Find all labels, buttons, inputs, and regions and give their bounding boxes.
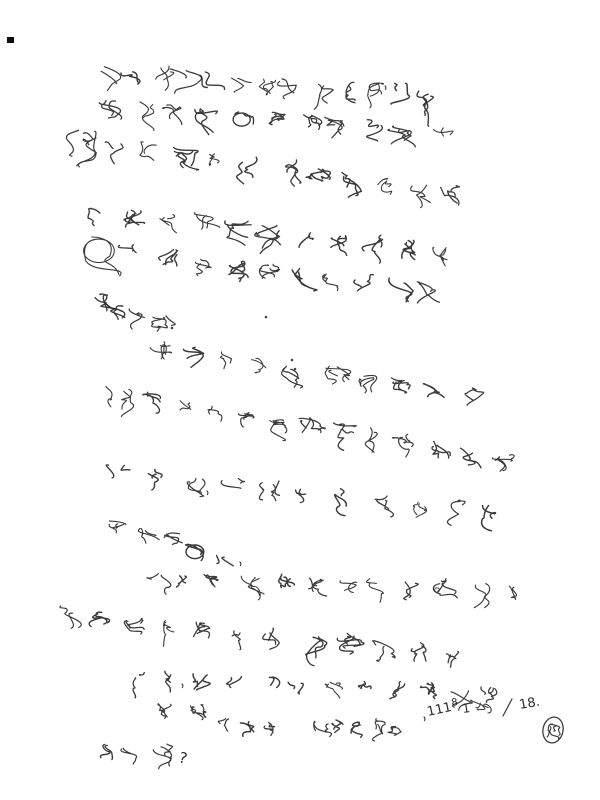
line-09 <box>106 465 495 531</box>
handwriting-cluster <box>147 574 171 594</box>
handwriting-cluster <box>194 213 219 229</box>
seal-circle <box>541 715 566 745</box>
handwriting-cluster <box>241 576 264 600</box>
handwriting-cluster <box>337 633 364 654</box>
handwriting-cluster <box>193 674 210 690</box>
handwriting-cluster <box>417 91 433 126</box>
handwriting-cluster <box>221 352 232 369</box>
date-digit-day: 1 <box>461 701 471 716</box>
handwriting-cluster <box>411 185 431 207</box>
handwriting-cluster <box>269 112 285 124</box>
handwriting-cluster <box>163 105 182 125</box>
handwriting-cluster <box>183 347 203 367</box>
handwriting-cluster <box>165 671 171 692</box>
handwriting-cluster <box>378 178 392 194</box>
handwriting-cluster <box>362 235 382 263</box>
handwriting-cluster <box>89 612 109 626</box>
handwriting-cluster <box>237 157 257 184</box>
handwriting-cluster <box>240 722 253 737</box>
handwriting-cluster <box>259 79 275 95</box>
date-digit-month: 8 <box>450 697 459 709</box>
handwriting-cluster <box>325 117 344 138</box>
handwriting-cluster <box>434 128 454 136</box>
handwriting-cluster <box>121 748 137 764</box>
handwriting-cluster <box>208 406 222 421</box>
handwriting-cluster <box>325 366 350 384</box>
handwriting-cluster <box>60 606 81 628</box>
handwriting-cluster <box>226 677 241 688</box>
handwriting-cluster <box>158 704 171 719</box>
handwriting-cluster <box>233 112 253 126</box>
handwriting-cluster <box>229 261 248 281</box>
handwriting-cluster <box>423 384 444 398</box>
handwriting-cluster <box>160 215 177 233</box>
handwriting-cluster <box>232 78 252 92</box>
comma-mark <box>424 717 425 721</box>
handwriting-cluster <box>277 79 296 99</box>
line-08 <box>106 387 514 472</box>
handwriting-cluster <box>264 722 274 735</box>
handwriting-cluster <box>411 643 426 661</box>
handwriting-cluster <box>388 727 401 736</box>
comma-mark <box>240 562 241 566</box>
handwriting-cluster <box>367 579 384 603</box>
handwriting-cluster <box>133 673 144 698</box>
date-digits-year: 111 <box>425 700 454 720</box>
handwriting-cluster <box>84 237 121 276</box>
handwriting-cluster <box>482 506 496 531</box>
handwriting-cluster <box>390 682 405 699</box>
line-04 <box>88 208 447 265</box>
handwriting-cluster <box>153 744 173 769</box>
handwriting-cluster <box>270 420 287 441</box>
corner-artifact-mark <box>7 37 14 43</box>
handwriting-cluster <box>446 652 458 668</box>
handwriting-cluster <box>259 481 279 501</box>
handwriting-cluster <box>177 576 187 587</box>
comma-mark <box>182 684 183 688</box>
handwriting-cluster <box>391 83 410 104</box>
period-dot <box>291 359 294 362</box>
handwriting-cluster <box>88 208 100 225</box>
handwriting-cluster <box>342 173 361 198</box>
punctuation-marks <box>171 86 440 721</box>
handwriting-cluster <box>299 418 325 433</box>
handwriting-cluster <box>368 83 384 108</box>
handwriting-cluster <box>306 169 330 181</box>
handwriting-cluster <box>263 628 279 649</box>
comma-mark <box>337 287 338 291</box>
handwriting-cluster <box>106 387 134 417</box>
comma-mark <box>385 86 386 90</box>
handwriting-cluster <box>331 236 347 256</box>
handwriting-cluster <box>106 465 130 478</box>
period-dot <box>204 711 207 714</box>
handwriting-cluster <box>365 428 377 452</box>
handwriting-cluster <box>140 102 154 130</box>
handwriting-cluster <box>392 378 411 393</box>
handwriting-cluster <box>118 245 136 253</box>
handwriting-cluster <box>351 722 362 737</box>
handwriting-cluster <box>121 72 140 84</box>
line-10 <box>109 521 233 566</box>
handwriting-cluster <box>481 687 497 703</box>
handwriting-cluster <box>124 210 145 227</box>
circled-seal-mark <box>541 715 566 745</box>
handwriting-cluster <box>239 413 254 427</box>
period-dot <box>171 327 174 330</box>
handwriting-cluster <box>286 160 301 186</box>
handwriting-cluster <box>314 84 333 109</box>
handwriting-cluster <box>340 581 357 593</box>
signature-name <box>314 719 401 741</box>
handwriting-cluster <box>279 574 295 587</box>
handwriting-cluster <box>404 582 418 600</box>
line-01 <box>101 66 433 126</box>
handwriting-cluster <box>170 69 201 93</box>
handwriting-cluster <box>304 115 322 129</box>
date-hao-glyph <box>470 700 491 713</box>
handwriting-cluster <box>232 631 240 650</box>
handwriting-cluster <box>346 82 355 102</box>
handwriting-cluster <box>492 455 514 471</box>
line-06 <box>95 294 175 331</box>
handwriting-cluster <box>252 358 266 372</box>
handwriting-cluster <box>359 376 377 393</box>
handwriting-cluster <box>101 67 121 91</box>
handwriting-cluster <box>421 683 437 699</box>
period-dot <box>294 368 297 371</box>
handwriting-cluster <box>187 478 205 496</box>
handwriting-cluster <box>282 366 303 388</box>
handwriting-cluster <box>417 282 439 303</box>
handwriting-cluster <box>196 259 212 275</box>
handwriting-cluster <box>389 278 413 302</box>
handwriting-cluster <box>375 496 393 517</box>
handwriting-cluster <box>221 479 244 489</box>
handwriting-cluster <box>470 700 491 713</box>
line-03 <box>66 130 459 207</box>
handwriting-cluster <box>255 226 281 254</box>
handwriting-cluster <box>413 502 426 517</box>
date-digits-tail: 18. <box>518 694 542 713</box>
handwriting-cluster <box>461 448 481 468</box>
handwriting-cluster <box>150 342 171 359</box>
handwriting-cluster <box>334 423 357 450</box>
handwriting-cluster <box>225 221 251 245</box>
period-dot <box>309 177 312 180</box>
handwriting-cluster <box>402 240 415 259</box>
line-11 <box>147 574 517 608</box>
handwriting-cluster <box>392 434 413 456</box>
period-dot <box>265 316 268 319</box>
handwriting-cluster <box>180 401 191 410</box>
handwriting-cluster <box>143 392 161 413</box>
handwriting-cluster <box>509 586 516 599</box>
handwriting-cluster <box>433 248 447 266</box>
line-07 <box>150 342 484 406</box>
handwriting-cluster <box>372 719 385 741</box>
line-02 <box>99 101 453 147</box>
handwriting-cluster <box>292 269 317 291</box>
handwriting-cluster <box>288 682 303 694</box>
handwriting-cluster <box>325 682 342 698</box>
handwriting-cluster <box>124 619 144 634</box>
handwriting-cluster <box>299 233 313 248</box>
handwriting-cluster <box>335 489 347 516</box>
legible-text-fragments <box>177 695 541 768</box>
handwriting-cluster <box>332 720 343 733</box>
handwriting-cluster <box>465 388 484 405</box>
line-14 <box>158 704 206 720</box>
handwriting-cluster <box>164 533 182 544</box>
handwriting-cluster <box>209 154 219 166</box>
handwriting-cluster <box>367 120 383 141</box>
handwriting-cluster <box>433 579 457 598</box>
handwriting-cluster <box>217 556 234 566</box>
handwriting-cluster <box>306 637 327 666</box>
handwriting-cluster <box>309 578 327 596</box>
signature-greeting <box>218 719 274 737</box>
line-12 <box>60 606 458 667</box>
handwriting-cluster <box>148 470 162 491</box>
handwriting-cluster <box>194 622 210 638</box>
handwriting-cluster <box>100 744 112 759</box>
handwriting-cluster <box>163 621 173 647</box>
handwriting-cluster <box>354 275 374 291</box>
small-circle-mark <box>435 588 440 593</box>
handwriting-cluster <box>322 274 338 286</box>
handwriting-cluster <box>204 575 218 587</box>
handwriting-cluster <box>432 441 450 458</box>
handwriting-cluster <box>474 584 489 608</box>
postscript-line <box>100 744 172 769</box>
handwriting-cluster <box>447 500 465 525</box>
handwriting-cluster <box>186 544 204 560</box>
handwriting-cluster <box>140 142 156 161</box>
handwriting-cluster <box>372 641 395 662</box>
handwriting-cluster <box>441 186 460 205</box>
handwriting-cluster <box>358 682 371 689</box>
handwriting-cluster <box>159 250 178 266</box>
handwriting-cluster <box>218 719 228 731</box>
seal-inner-scribble <box>546 723 562 739</box>
handwriting-cluster <box>259 264 279 278</box>
handwriting-cluster <box>129 309 144 329</box>
handwriting-cluster <box>388 126 415 147</box>
line-05 <box>84 237 440 303</box>
date-slash <box>503 699 512 716</box>
handwriting-cluster <box>99 101 121 120</box>
handwriting-cluster <box>195 109 217 135</box>
handwriting-cluster <box>174 148 199 170</box>
handwriting-cluster <box>270 677 280 687</box>
comma-mark <box>207 491 208 495</box>
question-mark: ? <box>177 748 190 768</box>
handwriting-cluster <box>296 489 306 502</box>
handwriting-cluster <box>66 130 96 167</box>
handwriting-cluster <box>200 72 225 89</box>
handwriting-cluster <box>138 529 159 544</box>
handwriting-cluster <box>109 521 126 533</box>
handwriting-cluster <box>190 705 205 720</box>
handwriting-cluster <box>105 142 123 164</box>
handwriting-cluster <box>314 721 332 736</box>
